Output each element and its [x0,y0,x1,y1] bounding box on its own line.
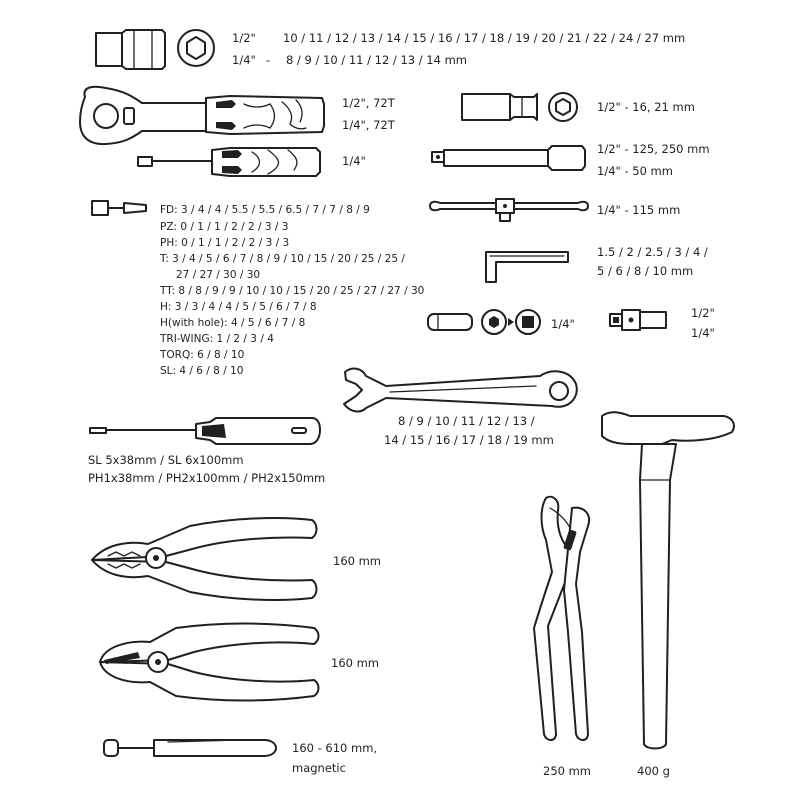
side-cutters-label: 160 mm [331,656,380,670]
water-pump-pliers-label: 250 mm [543,764,592,778]
screwdriver-illustration [90,418,320,444]
combination-pliers-label: 160 mm [333,554,382,568]
sockets-size-2: 1/4" [232,53,256,67]
deep-sockets-label: 1/2" - 16, 21 mm [597,100,695,114]
adapter-illustration [428,310,540,334]
hammer-illustration [602,412,734,748]
spanner-illustration [344,369,577,412]
sockets-dash-2: - [266,53,271,67]
bit-illustration [92,201,146,215]
adapter-label: 1/4" [551,317,575,331]
sockets-values-1: 10 / 11 / 12 / 13 / 14 / 15 / 16 / 17 / 18 / 19 / 20 / 21 / 22 / 24 / 27 mm [283,31,686,45]
universal-joint-illustration [610,310,666,330]
bits-list [159,204,424,377]
deep-socket-illustration [462,93,577,121]
t-bar-label: 1/4" - 115 mm [597,203,681,217]
bits-row-tri-wing: TRI-WING: 1 / 2 / 3 / 4 [160,333,274,345]
bits-row-fd: FD: 3 / 4 / 4 / 5.5 / 5.5 / 6.5 / 7 / 7 / 8 / 9 [160,204,370,216]
universal-joint-label-2: 1/4" [691,326,715,340]
ratchet-label-1: 1/2", 72T [342,96,395,110]
bits-row-sl: SL: 4 / 6 / 8 / 10 [160,365,244,377]
spanners-label-2: 14 / 15 / 16 / 17 / 18 / 19 mm [384,433,554,447]
water-pump-pliers-illustration [534,497,589,740]
bits-row-t-cont: 27 / 27 / 30 / 30 [176,269,261,281]
spanners-label-1: 8 / 9 / 10 / 11 / 12 / 13 / [398,414,535,428]
bits-row-torq: TORQ: 6 / 8 / 10 [160,349,245,361]
sockets-values-2: 8 / 9 / 10 / 11 / 12 / 13 / 14 mm [286,53,467,67]
extension-bar-illustration [432,146,585,170]
screwdrivers-label-2: PH1x38mm / PH2x100mm / PH2x150mm [88,471,326,485]
socket-illustration [96,30,214,69]
hex-keys-label-2: 5 / 6 / 8 / 10 mm [597,264,694,278]
ratchet-illustration [80,87,324,144]
combination-pliers-illustration [92,518,317,600]
hex-key-illustration [486,252,568,282]
universal-joint-label-1: 1/2" [691,306,715,320]
bits-row-t: T: 3 / 4 / 5 / 6 / 7 / 8 / 9 / 10 / 15 / 20 / 25 / 25 / [160,253,405,265]
bits-row-h-hole: H(with hole): 4 / 5 / 6 / 7 / 8 [160,317,306,329]
bits-row-pz: PZ: 0 / 1 / 1 / 2 / 2 / 3 / 3 [160,221,289,233]
bits-row-tt: TT: 8 / 8 / 9 / 9 / 10 / 10 / 15 / 20 / 25 / 27 / 27 / 30 [160,285,425,297]
t-bar-illustration [430,199,588,221]
side-cutters-illustration [100,624,319,701]
screwdrivers-label-1: SL 5x38mm / SL 6x100mm [88,453,244,467]
sockets-size-1: 1/2" [232,31,256,45]
pickup-tool-label-2: magnetic [292,761,346,775]
bit-handle-illustration [138,148,320,176]
extensions-label-1: 1/2" - 125, 250 mm [597,142,710,156]
pickup-tool-label-1: 160 - 610 mm, [292,741,378,755]
bits-row-h: H: 3 / 3 / 4 / 4 / 5 / 5 / 6 / 7 / 8 [160,301,317,313]
bits-row-ph: PH: 0 / 1 / 1 / 2 / 2 / 3 / 3 [160,237,290,249]
bit-handle-label: 1/4" [342,154,366,168]
hex-keys-label-1: 1.5 / 2 / 2.5 / 3 / 4 / [597,245,708,259]
extensions-label-2: 1/4" - 50 mm [597,164,673,178]
ratchet-label-2: 1/4", 72T [342,118,395,132]
pickup-tool-illustration [104,740,276,756]
hammer-label: 400 g [637,764,670,778]
